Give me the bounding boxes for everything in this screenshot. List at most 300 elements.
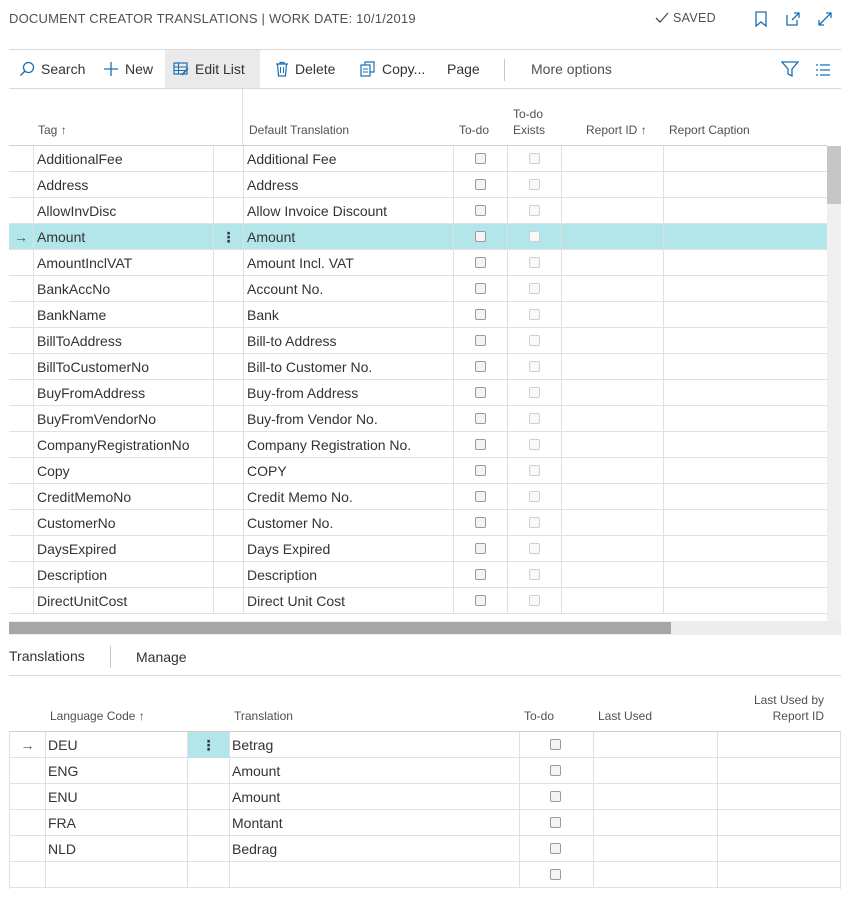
- todo-checkbox[interactable]: [475, 595, 486, 606]
- todo-checkbox[interactable]: [475, 439, 486, 450]
- todo-cell[interactable]: [453, 484, 507, 510]
- last-used-cell[interactable]: [593, 862, 717, 888]
- todo-cell[interactable]: [453, 536, 507, 562]
- todo-exists-checkbox: [529, 283, 540, 294]
- copy-button[interactable]: [352, 50, 433, 88]
- row-menu-cell[interactable]: [213, 406, 243, 432]
- translation-cell[interactable]: Amount: [229, 784, 519, 810]
- default-translation-cell[interactable]: Account No.: [243, 276, 453, 302]
- column-header-todo-exists-line1[interactable]: To-do: [513, 107, 544, 121]
- todo-exists-cell: [507, 328, 561, 354]
- table-row[interactable]: [9, 198, 827, 224]
- default-translation-cell[interactable]: Bill-to Address: [243, 328, 453, 354]
- report-id-cell[interactable]: [561, 302, 663, 328]
- row-menu-cell[interactable]: [213, 276, 243, 302]
- row-menu-cell[interactable]: [213, 562, 243, 588]
- todo-cell[interactable]: [453, 224, 507, 250]
- horizontal-scrollbar-thumb[interactable]: [9, 622, 671, 634]
- todo-checkbox[interactable]: [550, 817, 561, 828]
- todo-cell[interactable]: [453, 328, 507, 354]
- todo-checkbox[interactable]: [550, 765, 561, 776]
- todo-exists-checkbox: [529, 543, 540, 554]
- table-row[interactable]: [10, 758, 840, 784]
- translation-cell[interactable]: Amount: [229, 758, 519, 784]
- report-id-cell[interactable]: [561, 172, 663, 198]
- table-row[interactable]: [10, 836, 840, 862]
- last-used-by-report-id-cell[interactable]: [717, 732, 840, 758]
- todo-checkbox[interactable]: [475, 569, 486, 580]
- todo-checkbox[interactable]: [475, 283, 486, 294]
- report-caption-cell[interactable]: [663, 484, 827, 510]
- todo-cell[interactable]: [453, 380, 507, 406]
- tag-cell[interactable]: BillToCustomerNo: [33, 354, 213, 380]
- table-row[interactable]: [9, 172, 827, 198]
- todo-cell[interactable]: [519, 758, 593, 784]
- column-header-todo-exists-line2[interactable]: Exists: [513, 123, 546, 137]
- row-menu-cell[interactable]: [213, 198, 243, 224]
- plus-icon: [103, 61, 119, 77]
- row-menu-cell[interactable]: [213, 250, 243, 276]
- todo-exists-checkbox: [529, 491, 540, 502]
- table-row[interactable]: [10, 784, 840, 810]
- vertical-scrollbar[interactable]: [827, 146, 841, 621]
- column-header-sub-todo[interactable]: To-do: [524, 709, 555, 723]
- row-indicator[interactable]: [9, 198, 33, 224]
- copy-icon: [360, 61, 376, 77]
- last-used-cell[interactable]: [593, 810, 717, 836]
- default-translation-cell[interactable]: Buy-from Vendor No.: [243, 406, 453, 432]
- last-used-cell[interactable]: [593, 732, 717, 758]
- row-indicator[interactable]: [9, 146, 33, 172]
- report-id-cell[interactable]: [561, 510, 663, 536]
- column-header-tag[interactable]: Tag ↑: [38, 123, 67, 137]
- column-header-translation[interactable]: Translation: [234, 709, 293, 723]
- bookmark-icon[interactable]: [752, 10, 770, 28]
- todo-cell[interactable]: [453, 406, 507, 432]
- report-caption-cell[interactable]: [663, 354, 827, 380]
- report-id-cell[interactable]: [561, 328, 663, 354]
- last-used-cell[interactable]: [593, 836, 717, 862]
- default-translation-cell[interactable]: Bank: [243, 302, 453, 328]
- language-code-cell[interactable]: DEU: [45, 732, 187, 758]
- todo-checkbox[interactable]: [475, 517, 486, 528]
- row-indicator[interactable]: [9, 562, 33, 588]
- trash-icon: [275, 61, 289, 77]
- todo-cell[interactable]: [453, 562, 507, 588]
- saved-status: [655, 11, 716, 25]
- todo-exists-checkbox: [529, 439, 540, 450]
- new-button[interactable]: [95, 50, 161, 88]
- page-label: Page: [447, 61, 480, 77]
- tag-cell[interactable]: CreditMemoNo: [33, 484, 213, 510]
- row-menu-cell[interactable]: [213, 146, 243, 172]
- todo-cell[interactable]: [453, 146, 507, 172]
- delete-button[interactable]: [267, 50, 343, 88]
- language-code-cell[interactable]: [45, 862, 187, 888]
- report-id-cell[interactable]: [561, 146, 663, 172]
- language-code-cell[interactable]: FRA: [45, 810, 187, 836]
- row-indicator[interactable]: [9, 406, 33, 432]
- todo-cell[interactable]: [453, 432, 507, 458]
- language-code-cell[interactable]: ENU: [45, 784, 187, 810]
- todo-exists-checkbox: [529, 257, 540, 268]
- tag-cell[interactable]: BankAccNo: [33, 276, 213, 302]
- report-caption-cell[interactable]: [663, 562, 827, 588]
- tag-cell[interactable]: Address: [33, 172, 213, 198]
- todo-cell[interactable]: [519, 836, 593, 862]
- search-button[interactable]: [11, 50, 93, 88]
- report-caption-cell[interactable]: [663, 302, 827, 328]
- row-menu-cell[interactable]: [213, 172, 243, 198]
- tab-translations[interactable]: Translations: [9, 648, 85, 664]
- tag-cell[interactable]: BillToAddress: [33, 328, 213, 354]
- default-translation-cell[interactable]: Company Registration No.: [243, 432, 453, 458]
- tag-cell[interactable]: Copy: [33, 458, 213, 484]
- todo-exists-checkbox: [529, 231, 540, 242]
- report-id-cell[interactable]: [561, 536, 663, 562]
- report-id-cell[interactable]: [561, 250, 663, 276]
- todo-checkbox[interactable]: [475, 257, 486, 268]
- row-menu-cell[interactable]: [213, 354, 243, 380]
- row-indicator[interactable]: [9, 432, 33, 458]
- default-translation-cell[interactable]: Address: [243, 172, 453, 198]
- todo-checkbox[interactable]: [475, 491, 486, 502]
- tag-cell[interactable]: BuyFromVendorNo: [33, 406, 213, 432]
- tag-cell[interactable]: Amount: [33, 224, 213, 250]
- expand-icon[interactable]: [816, 10, 834, 28]
- page-button[interactable]: [439, 50, 488, 88]
- last-used-by-report-id-cell[interactable]: [717, 758, 840, 784]
- report-caption-cell[interactable]: [663, 406, 827, 432]
- todo-cell[interactable]: [519, 784, 593, 810]
- todo-checkbox[interactable]: [550, 739, 561, 750]
- column-header-todo[interactable]: To-do: [459, 123, 490, 137]
- table-row[interactable]: [9, 146, 827, 172]
- tag-cell[interactable]: Description: [33, 562, 213, 588]
- default-translation-cell[interactable]: Credit Memo No.: [243, 484, 453, 510]
- todo-checkbox[interactable]: [475, 179, 486, 190]
- todo-exists-cell: [507, 224, 561, 250]
- report-caption-cell[interactable]: [663, 172, 827, 198]
- row-indicator[interactable]: [9, 276, 33, 302]
- row-menu-cell[interactable]: [213, 536, 243, 562]
- table-row[interactable]: [10, 862, 840, 888]
- tag-cell[interactable]: BankName: [33, 302, 213, 328]
- row-indicator[interactable]: [10, 758, 45, 784]
- table-row[interactable]: [9, 406, 827, 432]
- report-caption-cell[interactable]: [663, 224, 827, 250]
- search-icon: [19, 61, 35, 77]
- todo-cell[interactable]: [453, 510, 507, 536]
- last-used-by-report-id-cell[interactable]: [717, 784, 840, 810]
- row-indicator[interactable]: [9, 536, 33, 562]
- column-header-report-caption[interactable]: Report Caption: [669, 123, 750, 137]
- default-translation-cell[interactable]: Bill-to Customer No.: [243, 354, 453, 380]
- todo-exists-cell: [507, 354, 561, 380]
- todo-exists-cell: [507, 302, 561, 328]
- todo-checkbox[interactable]: [475, 309, 486, 320]
- copy-label: Copy...: [382, 61, 426, 77]
- report-id-cell[interactable]: [561, 224, 663, 250]
- todo-exists-cell: [507, 276, 561, 302]
- report-caption-cell[interactable]: [663, 432, 827, 458]
- todo-cell[interactable]: [453, 302, 507, 328]
- table-row[interactable]: [9, 458, 827, 484]
- todo-checkbox[interactable]: [475, 465, 486, 476]
- table-row[interactable]: [9, 328, 827, 354]
- list-view-icon[interactable]: [815, 63, 831, 77]
- tag-cell[interactable]: DirectUnitCost: [33, 588, 213, 614]
- last-used-by-report-id-cell[interactable]: [717, 810, 840, 836]
- vertical-scrollbar-thumb[interactable]: [827, 146, 841, 204]
- row-menu-cell[interactable]: [213, 588, 243, 614]
- row-menu-cell[interactable]: [187, 862, 229, 888]
- row-indicator[interactable]: [9, 328, 33, 354]
- horizontal-scrollbar[interactable]: [9, 621, 841, 635]
- row-actions-icon[interactable]: ⋮: [213, 224, 243, 250]
- row-indicator[interactable]: [9, 250, 33, 276]
- table-row[interactable]: [9, 588, 827, 614]
- report-caption-cell[interactable]: [663, 198, 827, 224]
- default-translation-cell[interactable]: Additional Fee: [243, 146, 453, 172]
- todo-checkbox[interactable]: [550, 791, 561, 802]
- title-bar: [0, 0, 859, 40]
- report-caption-cell[interactable]: [663, 380, 827, 406]
- default-translation-cell[interactable]: Allow Invoice Discount: [243, 198, 453, 224]
- row-indicator[interactable]: [10, 784, 45, 810]
- todo-checkbox[interactable]: [475, 361, 486, 372]
- todo-cell[interactable]: [453, 354, 507, 380]
- todo-exists-checkbox: [529, 179, 540, 190]
- row-menu-cell[interactable]: [187, 758, 229, 784]
- report-id-cell[interactable]: [561, 588, 663, 614]
- todo-exists-cell: [507, 250, 561, 276]
- filter-icon[interactable]: [781, 61, 799, 78]
- more-options-button[interactable]: [523, 50, 620, 88]
- more-options-label: More options: [531, 61, 612, 77]
- table-row[interactable]: [9, 250, 827, 276]
- report-caption-cell[interactable]: [663, 250, 827, 276]
- tab-manage[interactable]: Manage: [136, 649, 187, 665]
- default-translation-cell[interactable]: COPY: [243, 458, 453, 484]
- row-menu-cell[interactable]: [213, 328, 243, 354]
- report-caption-cell[interactable]: [663, 536, 827, 562]
- todo-checkbox[interactable]: [475, 543, 486, 554]
- row-menu-cell[interactable]: [213, 484, 243, 510]
- report-id-cell[interactable]: [561, 432, 663, 458]
- language-code-cell[interactable]: NLD: [45, 836, 187, 862]
- row-menu-cell[interactable]: [213, 302, 243, 328]
- table-row[interactable]: [9, 536, 827, 562]
- todo-exists-cell: [507, 510, 561, 536]
- tag-cell[interactable]: AdditionalFee: [33, 146, 213, 172]
- column-header-last-used[interactable]: Last Used: [598, 709, 653, 723]
- todo-exists-cell: [507, 146, 561, 172]
- row-menu-cell[interactable]: [213, 510, 243, 536]
- language-code-cell[interactable]: ENG: [45, 758, 187, 784]
- row-indicator[interactable]: [9, 380, 33, 406]
- todo-cell[interactable]: [519, 810, 593, 836]
- default-translation-cell[interactable]: Days Expired: [243, 536, 453, 562]
- todo-checkbox[interactable]: [475, 231, 486, 242]
- row-indicator[interactable]: [9, 510, 33, 536]
- todo-cell[interactable]: [519, 732, 593, 758]
- report-caption-cell[interactable]: [663, 276, 827, 302]
- todo-checkbox[interactable]: [475, 205, 486, 216]
- edit-list-button[interactable]: [165, 50, 260, 88]
- row-menu-cell[interactable]: [187, 836, 229, 862]
- row-actions-icon[interactable]: ⋮: [187, 732, 229, 758]
- row-menu-cell[interactable]: [213, 458, 243, 484]
- todo-exists-checkbox: [529, 361, 540, 372]
- todo-cell[interactable]: [453, 250, 507, 276]
- row-indicator[interactable]: [9, 588, 33, 614]
- default-translation-cell[interactable]: Amount Incl. VAT: [243, 250, 453, 276]
- todo-checkbox[interactable]: [475, 413, 486, 424]
- todo-exists-cell: [507, 484, 561, 510]
- todo-exists-cell: [507, 406, 561, 432]
- table-row[interactable]: [10, 732, 840, 758]
- tag-cell[interactable]: DaysExpired: [33, 536, 213, 562]
- row-indicator[interactable]: [10, 836, 45, 862]
- new-label: New: [125, 61, 154, 77]
- subpage-tabs: [9, 640, 841, 676]
- table-row[interactable]: [9, 432, 827, 458]
- column-header-report-id[interactable]: Report ID ↑: [586, 123, 647, 137]
- row-indicator[interactable]: [9, 172, 33, 198]
- main-grid: [9, 145, 827, 621]
- todo-checkbox[interactable]: [475, 335, 486, 346]
- todo-exists-checkbox: [529, 153, 540, 164]
- edit-list-label: Edit List: [195, 61, 245, 77]
- todo-checkbox[interactable]: [475, 153, 486, 164]
- table-row[interactable]: [9, 354, 827, 380]
- todo-cell[interactable]: [453, 172, 507, 198]
- row-menu-cell[interactable]: [187, 810, 229, 836]
- row-indicator[interactable]: [9, 354, 33, 380]
- row-indicator[interactable]: [9, 302, 33, 328]
- todo-exists-checkbox: [529, 595, 540, 606]
- translation-cell[interactable]: Betrag: [229, 732, 519, 758]
- column-header-last-used-by-line1[interactable]: Last Used by: [753, 693, 824, 707]
- row-indicator[interactable]: [9, 458, 33, 484]
- table-row[interactable]: [10, 810, 840, 836]
- table-row[interactable]: [9, 484, 827, 510]
- report-id-cell[interactable]: [561, 198, 663, 224]
- report-id-cell[interactable]: [561, 354, 663, 380]
- tag-cell[interactable]: CustomerNo: [33, 510, 213, 536]
- todo-cell[interactable]: [453, 588, 507, 614]
- report-caption-cell[interactable]: [663, 588, 827, 614]
- column-header-default-translation[interactable]: Default Translation: [249, 123, 350, 137]
- default-translation-cell[interactable]: Amount: [243, 224, 453, 250]
- default-translation-cell[interactable]: Direct Unit Cost: [243, 588, 453, 614]
- todo-checkbox[interactable]: [475, 387, 486, 398]
- sort-ascending-icon: ↑: [60, 123, 67, 137]
- checkmark-icon: [655, 12, 669, 24]
- default-translation-cell[interactable]: Buy-from Address: [243, 380, 453, 406]
- report-id-cell[interactable]: [561, 406, 663, 432]
- todo-cell[interactable]: [453, 198, 507, 224]
- todo-exists-checkbox: [529, 569, 540, 580]
- sub-grid: [9, 731, 841, 889]
- table-row[interactable]: [9, 510, 827, 536]
- table-row[interactable]: [9, 302, 827, 328]
- last-used-cell[interactable]: [593, 758, 717, 784]
- row-indicator[interactable]: [10, 810, 45, 836]
- todo-cell[interactable]: [453, 276, 507, 302]
- todo-checkbox[interactable]: [550, 843, 561, 854]
- page-title: DOCUMENT CREATOR TRANSLATIONS | WORK DATE: 10/1/2019: [9, 11, 416, 26]
- sort-ascending-icon: ↑: [640, 123, 647, 137]
- last-used-by-report-id-cell[interactable]: [717, 836, 840, 862]
- translation-cell[interactable]: Bedrag: [229, 836, 519, 862]
- todo-exists-cell: [507, 562, 561, 588]
- current-row-arrow-icon[interactable]: →: [14, 229, 28, 245]
- column-header-language-code[interactable]: Language Code ↑: [50, 709, 145, 723]
- todo-checkbox[interactable]: [550, 869, 561, 880]
- sort-ascending-icon: ↑: [138, 709, 145, 723]
- table-row[interactable]: [9, 276, 827, 302]
- last-used-cell[interactable]: [593, 784, 717, 810]
- report-id-cell[interactable]: [561, 484, 663, 510]
- row-indicator[interactable]: [10, 862, 45, 888]
- todo-exists-checkbox: [529, 309, 540, 320]
- translation-cell[interactable]: [229, 862, 519, 888]
- row-indicator[interactable]: [9, 484, 33, 510]
- todo-exists-cell: [507, 588, 561, 614]
- row-menu-cell[interactable]: [213, 432, 243, 458]
- action-bar: [9, 49, 841, 89]
- todo-exists-checkbox: [529, 517, 540, 528]
- todo-exists-cell: [507, 458, 561, 484]
- report-caption-cell[interactable]: [663, 146, 827, 172]
- todo-exists-checkbox: [529, 465, 540, 476]
- translation-cell[interactable]: Montant: [229, 810, 519, 836]
- report-id-cell[interactable]: [561, 380, 663, 406]
- sub-grid-header: [9, 690, 841, 732]
- current-row-arrow-icon[interactable]: →: [20, 737, 35, 753]
- report-id-cell[interactable]: [561, 458, 663, 484]
- report-id-cell[interactable]: [561, 562, 663, 588]
- default-translation-cell[interactable]: Customer No.: [243, 510, 453, 536]
- row-menu-cell[interactable]: [213, 380, 243, 406]
- tag-cell[interactable]: BuyFromAddress: [33, 380, 213, 406]
- report-caption-cell[interactable]: [663, 510, 827, 536]
- table-row[interactable]: [9, 562, 827, 588]
- todo-cell[interactable]: [519, 862, 593, 888]
- table-row[interactable]: [9, 224, 827, 250]
- todo-exists-checkbox: [529, 387, 540, 398]
- report-caption-cell[interactable]: [663, 458, 827, 484]
- todo-cell[interactable]: [453, 458, 507, 484]
- open-in-new-window-icon[interactable]: [784, 10, 802, 28]
- todo-exists-checkbox: [529, 205, 540, 216]
- report-id-cell[interactable]: [561, 276, 663, 302]
- row-menu-cell[interactable]: [187, 784, 229, 810]
- main-grid-header: [9, 104, 841, 146]
- column-header-last-used-by-line2[interactable]: Report ID: [772, 709, 824, 723]
- tag-cell[interactable]: AllowInvDisc: [33, 198, 213, 224]
- default-translation-cell[interactable]: Description: [243, 562, 453, 588]
- tag-cell[interactable]: CompanyRegistrationNo: [33, 432, 213, 458]
- table-row[interactable]: [9, 380, 827, 406]
- todo-exists-cell: [507, 432, 561, 458]
- tag-cell[interactable]: AmountInclVAT: [33, 250, 213, 276]
- todo-exists-checkbox: [529, 335, 540, 346]
- last-used-by-report-id-cell[interactable]: [717, 862, 840, 888]
- report-caption-cell[interactable]: [663, 328, 827, 354]
